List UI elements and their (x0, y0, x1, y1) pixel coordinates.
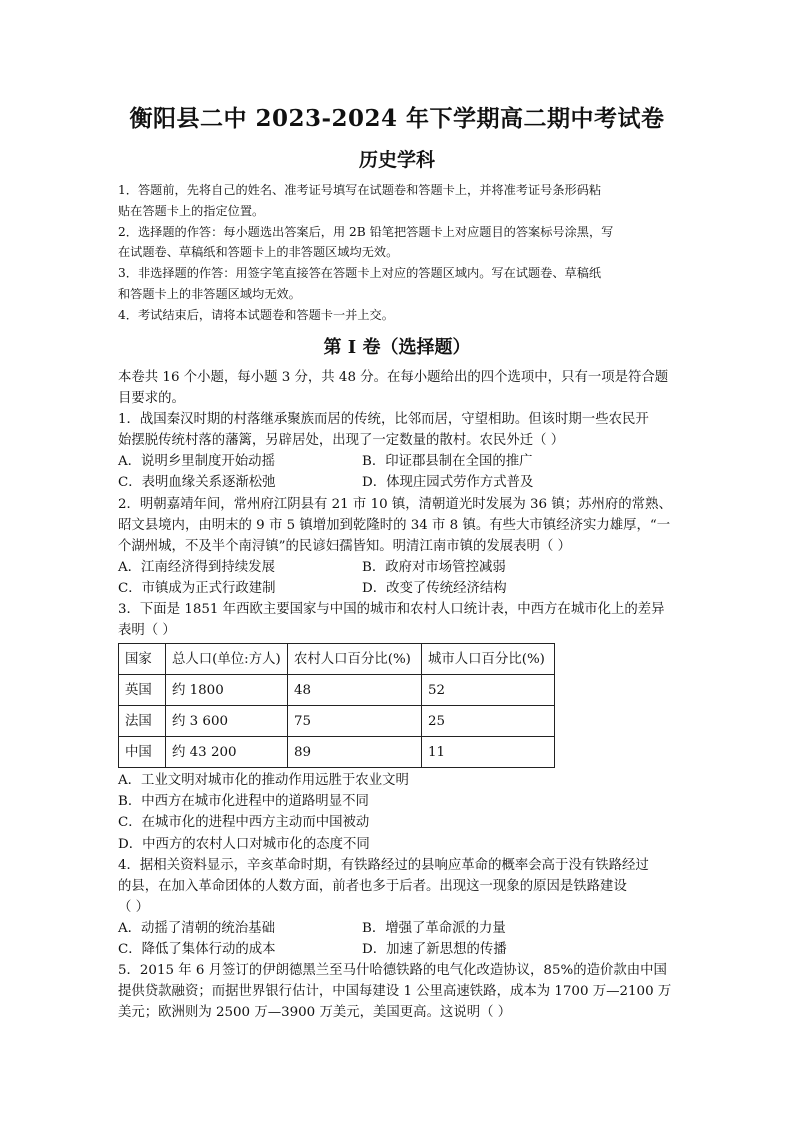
question-stem: 4．据相关资料显示，辛亥革命时期，有铁路经过的县响应革命的概率会高于没有铁路经过 (118, 857, 649, 873)
option-a: A．说明乡里制度开始动摇 (118, 454, 275, 470)
options (118, 451, 684, 493)
instruction-line: 4．考试结束后，请将本试题卷和答题卡一并上交。 (118, 307, 394, 322)
option-d: D．改变了传统经济结构 (362, 580, 507, 596)
table-cell: 约 3 600 (166, 706, 288, 737)
instructions (118, 180, 678, 326)
table-cell: 48 (288, 675, 422, 706)
section-title: 第 I 卷（选择题） (323, 337, 471, 358)
table-row (119, 737, 555, 768)
question-stem: 昭文县境内，由明末的 9 市 5 镇增加到乾隆时的 34 市 8 镇。有些大市镇经济实力雄厚，“一 (118, 517, 671, 533)
option-d: D．加速了新思想的传播 (362, 941, 507, 957)
question-stem: 始摆脱传统村落的藩篱，另辟居处，出现了一定数量的散村。农民外迁（ ） (118, 433, 565, 449)
option-b: B．增强了革命派的力量 (362, 920, 506, 936)
instruction-line: 和答题卡上的非答题区域均无效。 (118, 286, 301, 301)
question-stem: 的县，在加入革命团体的人数方面，前者也多于后者。出现这一现象的原因是铁路建设 (118, 878, 627, 894)
question-1 (118, 409, 684, 493)
instruction-line: 贴在答题卡上的指定位置。 (118, 203, 265, 218)
table-header-cell: 城市人口百分比(%) (422, 644, 555, 675)
question-stem: 5．2015 年 6 月签订的伊朗德黑兰至马什哈德铁路的电气化改造协议，85%的造价款由中国 (118, 963, 667, 979)
options (118, 918, 684, 960)
option-c: C．在城市化的进程中西方主动而中国被动 (118, 815, 370, 831)
instruction-line: 1．答题前，先将自己的姓名、准考证号填写在试题卷和答题卡上，并将准考证号条形码粘 (118, 183, 602, 197)
table-cell: 89 (288, 737, 422, 768)
option-b: B．印证郡县制在全国的推广 (362, 454, 533, 470)
option-c: C．表明血缘关系逐渐松弛 (118, 475, 276, 491)
question-stem: 3．下面是 1851 年西欧主要国家与中国的城市和农村人口统计表，中西方在城市化上的差异 (118, 602, 665, 618)
table-header-cell: 总人口(单位:方人) (166, 644, 288, 675)
table-header-cell: 国家 (119, 644, 166, 675)
subject-title: 历史学科 (358, 149, 435, 171)
population-table (118, 643, 555, 768)
question-stem: 提供贷款融资；而据世界银行估计，中国每建设 1 公里高速铁路，成本为 1700 万—2100 万 (118, 984, 672, 1000)
option-a: A．工业文明对城市化的推动作用远胜于农业文明 (118, 773, 409, 789)
table-cell: 11 (422, 737, 555, 768)
option-c: C．降低了集体行动的成本 (118, 941, 276, 957)
table-cell: 75 (288, 706, 422, 737)
option-b: B．政府对市场管控减弱 (362, 559, 506, 575)
question-stem: （ ） (118, 899, 150, 915)
section-intro: 本卷共 16 个小题，每小题 3 分，共 48 分。在每小题给出的四个选项中，只有一项是符合题 (118, 370, 669, 385)
option-a: A．动摇了清朝的统治基础 (118, 920, 275, 936)
question-3 (118, 599, 684, 855)
option-d: D．体现庄园式劳作方式普及 (362, 475, 534, 491)
question-stem: 1．战国秦汉时期的村落继承聚族而居的传统，比邻而居，守望相助。但该时期一些农民开 (118, 412, 649, 428)
table-cell: 法国 (119, 706, 166, 737)
question-body (118, 367, 684, 1023)
question-stem: 美元；欧洲则为 2500 万—3900 万美元，美国更高。这说明（ ） (118, 1005, 512, 1021)
table-cell: 约 43 200 (166, 737, 288, 768)
options (118, 557, 684, 599)
question-5 (118, 960, 684, 1023)
instruction-line: 2．选择题的作答：每小题选出答案后，用 2B 铅笔把答题卡上对应题目的答案标号涂黑，写 (118, 224, 614, 239)
instruction-line: 在试题卷、草稿纸和答题卡上的非答题区域均无效。 (118, 245, 399, 260)
question-stem: 表明（ ） (118, 623, 176, 639)
option-a: A．江南经济得到持续发展 (118, 559, 275, 575)
table-row (119, 675, 555, 706)
table-cell: 约 1800 (166, 675, 288, 706)
table-cell: 52 (422, 675, 555, 706)
option-c: C．市镇成为正式行政建制 (118, 580, 276, 596)
instruction-line: 3．非选择题的作答：用签字笔直接答在答题卡上对应的答题区域内。写在试题卷、草稿纸 (118, 266, 602, 281)
option-d: D．中西方的农村人口对城市化的态度不同 (118, 836, 370, 852)
question-2 (118, 494, 684, 599)
question-stem: 个湖州城，不及半个南浔镇”的民谚妇孺皆知。明清江南市镇的发展表明（ ） (118, 538, 571, 554)
table-header-row (119, 644, 555, 675)
table-header-cell: 农村人口百分比(%) (288, 644, 422, 675)
table-cell: 25 (422, 706, 555, 737)
option-b: B．中西方在城市化进程中的道路明显不同 (118, 794, 369, 810)
table-row (119, 706, 555, 737)
exam-title: 衡阳县二中 2023-2024 年下学期高二期中考试卷 (129, 105, 665, 132)
section-intro: 目要求的。 (118, 391, 185, 407)
question-stem: 2．明朝嘉靖年间，常州府江阴县有 21 市 10 镇，清朝道光时发展为 36 镇；苏州府的常熟、 (118, 496, 672, 512)
table-cell: 英国 (119, 675, 166, 706)
table-cell: 中国 (119, 737, 166, 768)
question-4 (118, 855, 684, 960)
